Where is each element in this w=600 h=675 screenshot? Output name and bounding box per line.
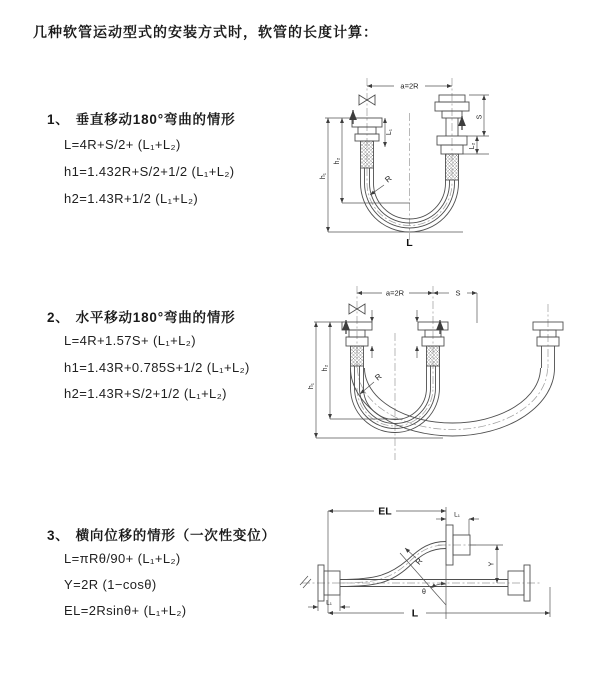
- formula-1-l: L=4R+S/2+ (L₁+L₂): [64, 137, 181, 152]
- dim-label-h2: h₂: [322, 364, 329, 372]
- dim-label-h1: h₁: [320, 172, 327, 180]
- section-3-heading: [47, 524, 276, 544]
- braided-section: [427, 346, 440, 366]
- page-title: 几种软管运动型式的安装方式时，软管的长度计算：: [33, 24, 378, 40]
- diagram-horizontal-180-bend: [308, 278, 573, 478]
- diagram-lateral-displacement: [298, 495, 563, 635]
- braided-section: [361, 141, 374, 168]
- centerlines: [357, 286, 548, 460]
- braided-section: [351, 346, 364, 366]
- formula-2-l: L=4R+1.57S+ (L₁+L₂): [64, 333, 196, 348]
- dim-label-l1: L₁: [386, 128, 393, 136]
- formula-2-h1: h1=1.43R+0.785S+1/2 (L₁+L₂): [64, 360, 250, 375]
- dim-label-s: S: [455, 288, 461, 298]
- dim-label-l1-bottom: L₁: [326, 599, 332, 607]
- dim-label-s: S: [476, 114, 484, 120]
- dimension-lines: [325, 86, 489, 232]
- formula-3-el: EL=2Rsinθ+ (L₁+L₂): [64, 603, 187, 618]
- formula-3-y: Y=2R (1−cosθ): [64, 577, 157, 592]
- dim-label-y: Y: [488, 561, 496, 567]
- radius-label: R: [383, 173, 394, 185]
- diagram-vertical-180-bend: [313, 68, 513, 268]
- section-2-heading: [47, 306, 235, 326]
- hose-geometry: [342, 304, 563, 436]
- formula-1-h1: h1=1.432R+S/2+1/2 (L₁+L₂): [64, 164, 235, 179]
- section-1-title: 垂直移动180°弯曲的情形: [75, 112, 236, 127]
- centerline-break-mark: [300, 576, 311, 588]
- dimension-lines: [308, 507, 550, 619]
- radius-label: R: [413, 556, 425, 567]
- dim-label-l2: L₂: [469, 142, 476, 150]
- hose-geometry: [352, 95, 469, 232]
- radius-label: R: [373, 371, 384, 383]
- angle-label-theta: θ: [422, 589, 426, 596]
- braided-section: [446, 154, 459, 180]
- formula-3-l: L=πRθ/90+ (L₁+L₂): [64, 551, 181, 566]
- dim-label-h2: h₂: [334, 157, 341, 165]
- dim-label-l1-top: L₁: [454, 511, 460, 519]
- section-1-heading: [47, 108, 235, 128]
- dim-label-span: a=2R: [400, 81, 419, 91]
- section-2-number: 2、: [47, 310, 70, 325]
- length-label: L: [406, 237, 413, 249]
- dimension-lines: [314, 293, 477, 438]
- section-3-number: 3、: [47, 528, 70, 543]
- dim-label-h1: h₁: [308, 382, 315, 390]
- section-1-number: 1、: [47, 112, 70, 127]
- section-3-title: 横向位移的情形（一次性变位）: [75, 528, 276, 543]
- formula-2-h2: h2=1.43R+S/2+1/2 (L₁+L₂): [64, 386, 227, 401]
- dim-label-el: EL: [378, 505, 392, 518]
- length-label: L: [411, 607, 419, 620]
- formula-1-h2: h2=1.43R+1/2 (L₁+L₂): [64, 191, 199, 206]
- dim-label-span: a=2R: [385, 288, 405, 298]
- section-2-title: 水平移动180°弯曲的情形: [75, 310, 236, 325]
